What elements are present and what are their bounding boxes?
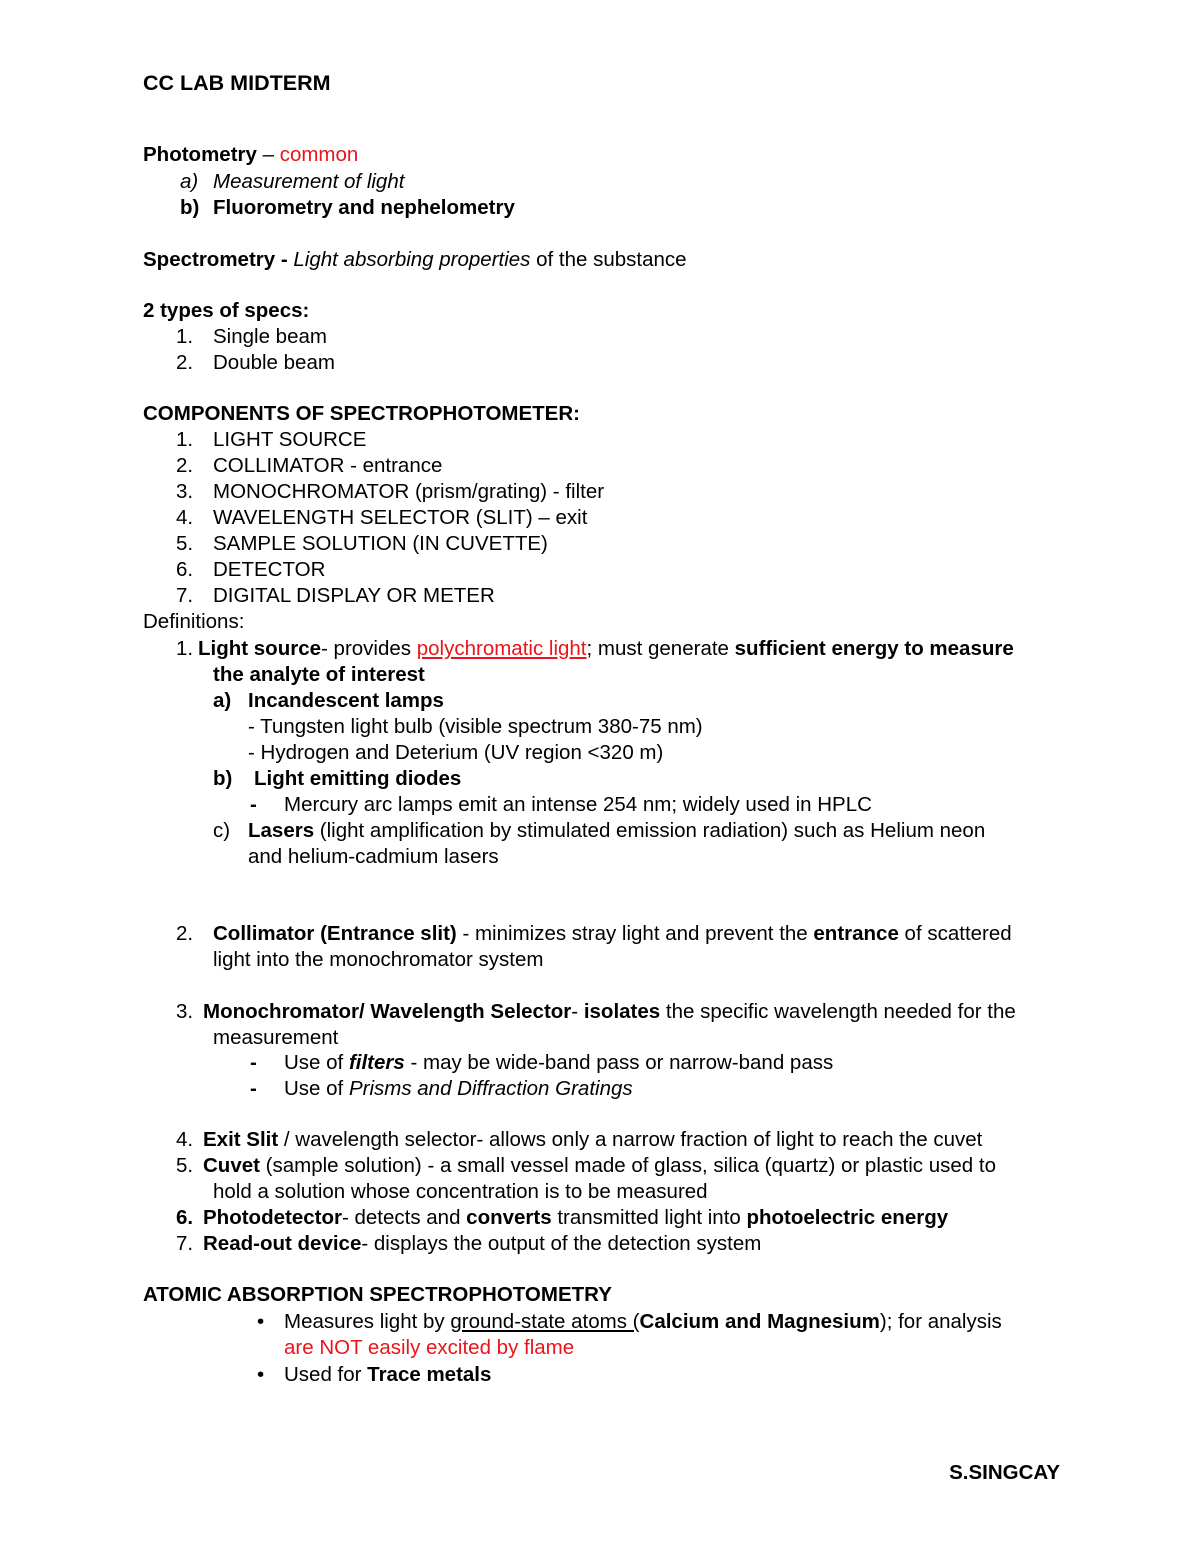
led-marker: b) <box>213 767 233 790</box>
component-text: WAVELENGTH SELECTOR (SLIT) – exit <box>213 506 588 529</box>
photometry-b-marker: b) <box>180 196 200 219</box>
prisms-line <box>284 1076 633 1102</box>
monochromator-text: the specific wavelength needed for the <box>660 1000 1016 1023</box>
component-number: 2. <box>176 454 194 477</box>
component-text: DETECTOR <box>213 558 326 581</box>
polychromatic-light-text: polychromatic light <box>416 637 587 660</box>
specs-item-number: 2. <box>176 351 194 374</box>
definition-number: 3. <box>176 1000 194 1023</box>
aas-bullet-1 <box>284 1309 1002 1335</box>
document-title: CC LAB MIDTERM <box>143 71 331 95</box>
component-number: 4. <box>176 506 194 529</box>
aas-heading: ATOMIC ABSORPTION SPECTROPHOTOMETRY <box>143 1283 612 1306</box>
cuvet-term: Cuvet <box>203 1154 260 1177</box>
spectrometry-line <box>143 247 687 273</box>
specs-item-number: 1. <box>176 325 194 348</box>
components-heading: COMPONENTS OF SPECTROPHOTOMETER: <box>143 402 580 425</box>
definition-number: 5. <box>176 1154 194 1177</box>
monochromator-text-continued: measurement <box>213 1026 339 1049</box>
lasers-detail-continued: and helium-cadmium lasers <box>248 845 499 868</box>
component-number: 6. <box>176 558 194 581</box>
monochromator-emphasis: isolates <box>583 1000 661 1023</box>
lasers-title: Lasers <box>248 819 315 842</box>
incandescent-detail: - Hydrogen and Deterium (UV region <320 m) <box>248 741 664 764</box>
ground-state-atoms-text: ground-state atoms ( <box>450 1310 640 1333</box>
readout-text: - displays the output of the detection system <box>361 1232 762 1255</box>
incandescent-marker: a) <box>213 689 232 712</box>
filters-text: Use of <box>284 1051 349 1074</box>
collimator-text: - minimizes stray light and prevent the <box>456 922 814 945</box>
light-source-emphasis-continued: the analyte of interest <box>213 663 425 686</box>
specs-item-text: Double beam <box>213 351 335 374</box>
photodetector-text: transmitted light into <box>551 1206 747 1229</box>
exit-slit-term: Exit Slit <box>203 1128 279 1151</box>
photometry-line <box>143 142 358 168</box>
monochromator-line <box>203 999 1016 1025</box>
monochromator-text: - <box>571 1000 584 1023</box>
definition-number: 7. <box>176 1232 194 1255</box>
collimator-emphasis: entrance <box>813 922 899 945</box>
component-number: 3. <box>176 480 194 503</box>
lasers-marker: c) <box>213 819 231 842</box>
photodetector-emphasis: converts <box>466 1206 552 1229</box>
collimator-term: Collimator (Entrance slit) <box>213 922 457 945</box>
photometry-b-text: Fluorometry and nephelometry <box>213 196 515 219</box>
spectrometry-emphasis: Light absorbing properties <box>293 248 531 271</box>
author-name: S.SINGCAY <box>949 1461 1060 1484</box>
spectrometry-rest: of the substance <box>530 248 687 271</box>
cuvet-line <box>203 1153 996 1179</box>
exit-slit-line <box>203 1127 982 1153</box>
filters-text: - may be wide-band pass or narrow-band pass <box>404 1051 834 1074</box>
led-detail: Mercury arc lamps emit an intense 254 nm; widely used in HPLC <box>284 793 872 816</box>
exit-slit-text: / wavelength selector- allows only a narrow fraction of light to reach the cuvet <box>278 1128 983 1151</box>
aas-bullet-2 <box>284 1362 491 1388</box>
component-text: LIGHT SOURCE <box>213 428 367 451</box>
photometry-a-marker: a) <box>180 170 199 193</box>
readout-term: Read-out device <box>203 1232 362 1255</box>
prisms-text: Use of <box>284 1077 349 1100</box>
photodetector-text: - detects and <box>341 1206 467 1229</box>
cuvet-text-continued: hold a solution whose concentration is to be measured <box>213 1180 708 1203</box>
photometry-heading: Photometry <box>143 143 257 166</box>
prisms-emphasis: Prisms and Diffraction Gratings <box>348 1077 633 1100</box>
photodetector-term: Photodetector <box>203 1206 342 1229</box>
light-source-emphasis: sufficient energy to measure <box>734 637 1014 660</box>
calcium-magnesium-text: Calcium and Magnesium <box>639 1310 880 1333</box>
cuvet-text: (sample solution) - a small vessel made of glass, silica (quartz) or plastic used to <box>259 1154 996 1177</box>
definition-number: 6. <box>176 1206 194 1229</box>
light-source-term: Light source <box>198 637 322 660</box>
component-number: 5. <box>176 532 194 555</box>
led-dash: - <box>250 793 257 816</box>
collimator-text: of scattered <box>898 922 1012 945</box>
filters-line <box>284 1050 833 1076</box>
light-source-text: - provides <box>321 637 417 660</box>
spectrometry-heading: Spectrometry - <box>143 248 294 271</box>
prisms-dash: - <box>250 1077 257 1100</box>
definition-number: 1. <box>176 637 194 660</box>
specs-item-text: Single beam <box>213 325 327 348</box>
lasers-detail: (light amplification by stimulated emission radiation) such as Helium neon <box>314 819 986 842</box>
photometry-separator: – <box>256 143 280 166</box>
aas-red-note: are NOT easily excited by flame <box>284 1336 575 1359</box>
definition-number: 4. <box>176 1128 194 1151</box>
bullet-icon: • <box>257 1310 265 1333</box>
aas-text: Used for <box>284 1363 368 1386</box>
lasers-line <box>248 818 985 844</box>
aas-text: Measures light by <box>284 1310 451 1333</box>
aas-text: ); for analysis <box>879 1310 1002 1333</box>
definition-number: 2. <box>176 922 194 945</box>
incandescent-detail: - Tungsten light bulb (visible spectrum 380-75 nm) <box>248 715 703 738</box>
definitions-heading: Definitions: <box>143 610 245 633</box>
photodetector-emphasis: photoelectric energy <box>746 1206 949 1229</box>
component-text: DIGITAL DISPLAY OR METER <box>213 584 495 607</box>
component-text: MONOCHROMATOR (prism/grating) - filter <box>213 480 605 503</box>
component-text: COLLIMATOR - entrance <box>213 454 443 477</box>
bullet-icon: • <box>257 1363 265 1386</box>
collimator-line <box>213 921 1012 947</box>
photodetector-line <box>203 1205 948 1231</box>
light-source-text: ; must generate <box>586 637 735 660</box>
specs-heading: 2 types of specs: <box>143 299 310 322</box>
collimator-text-continued: light into the monochromator system <box>213 948 544 971</box>
filters-dash: - <box>250 1051 257 1074</box>
component-number: 7. <box>176 584 194 607</box>
led-title: Light emitting diodes <box>254 767 462 790</box>
component-number: 1. <box>176 428 194 451</box>
filters-emphasis: filters <box>348 1051 405 1074</box>
light-source-line <box>198 636 1014 662</box>
photometry-a-text: Measurement of light <box>213 170 405 193</box>
photometry-note: common <box>279 143 359 166</box>
incandescent-title: Incandescent lamps <box>248 689 444 712</box>
trace-metals-text: Trace metals <box>367 1363 492 1386</box>
component-text: SAMPLE SOLUTION (IN CUVETTE) <box>213 532 548 555</box>
readout-line <box>203 1231 761 1257</box>
monochromator-term: Monochromator/ Wavelength Selector <box>203 1000 572 1023</box>
